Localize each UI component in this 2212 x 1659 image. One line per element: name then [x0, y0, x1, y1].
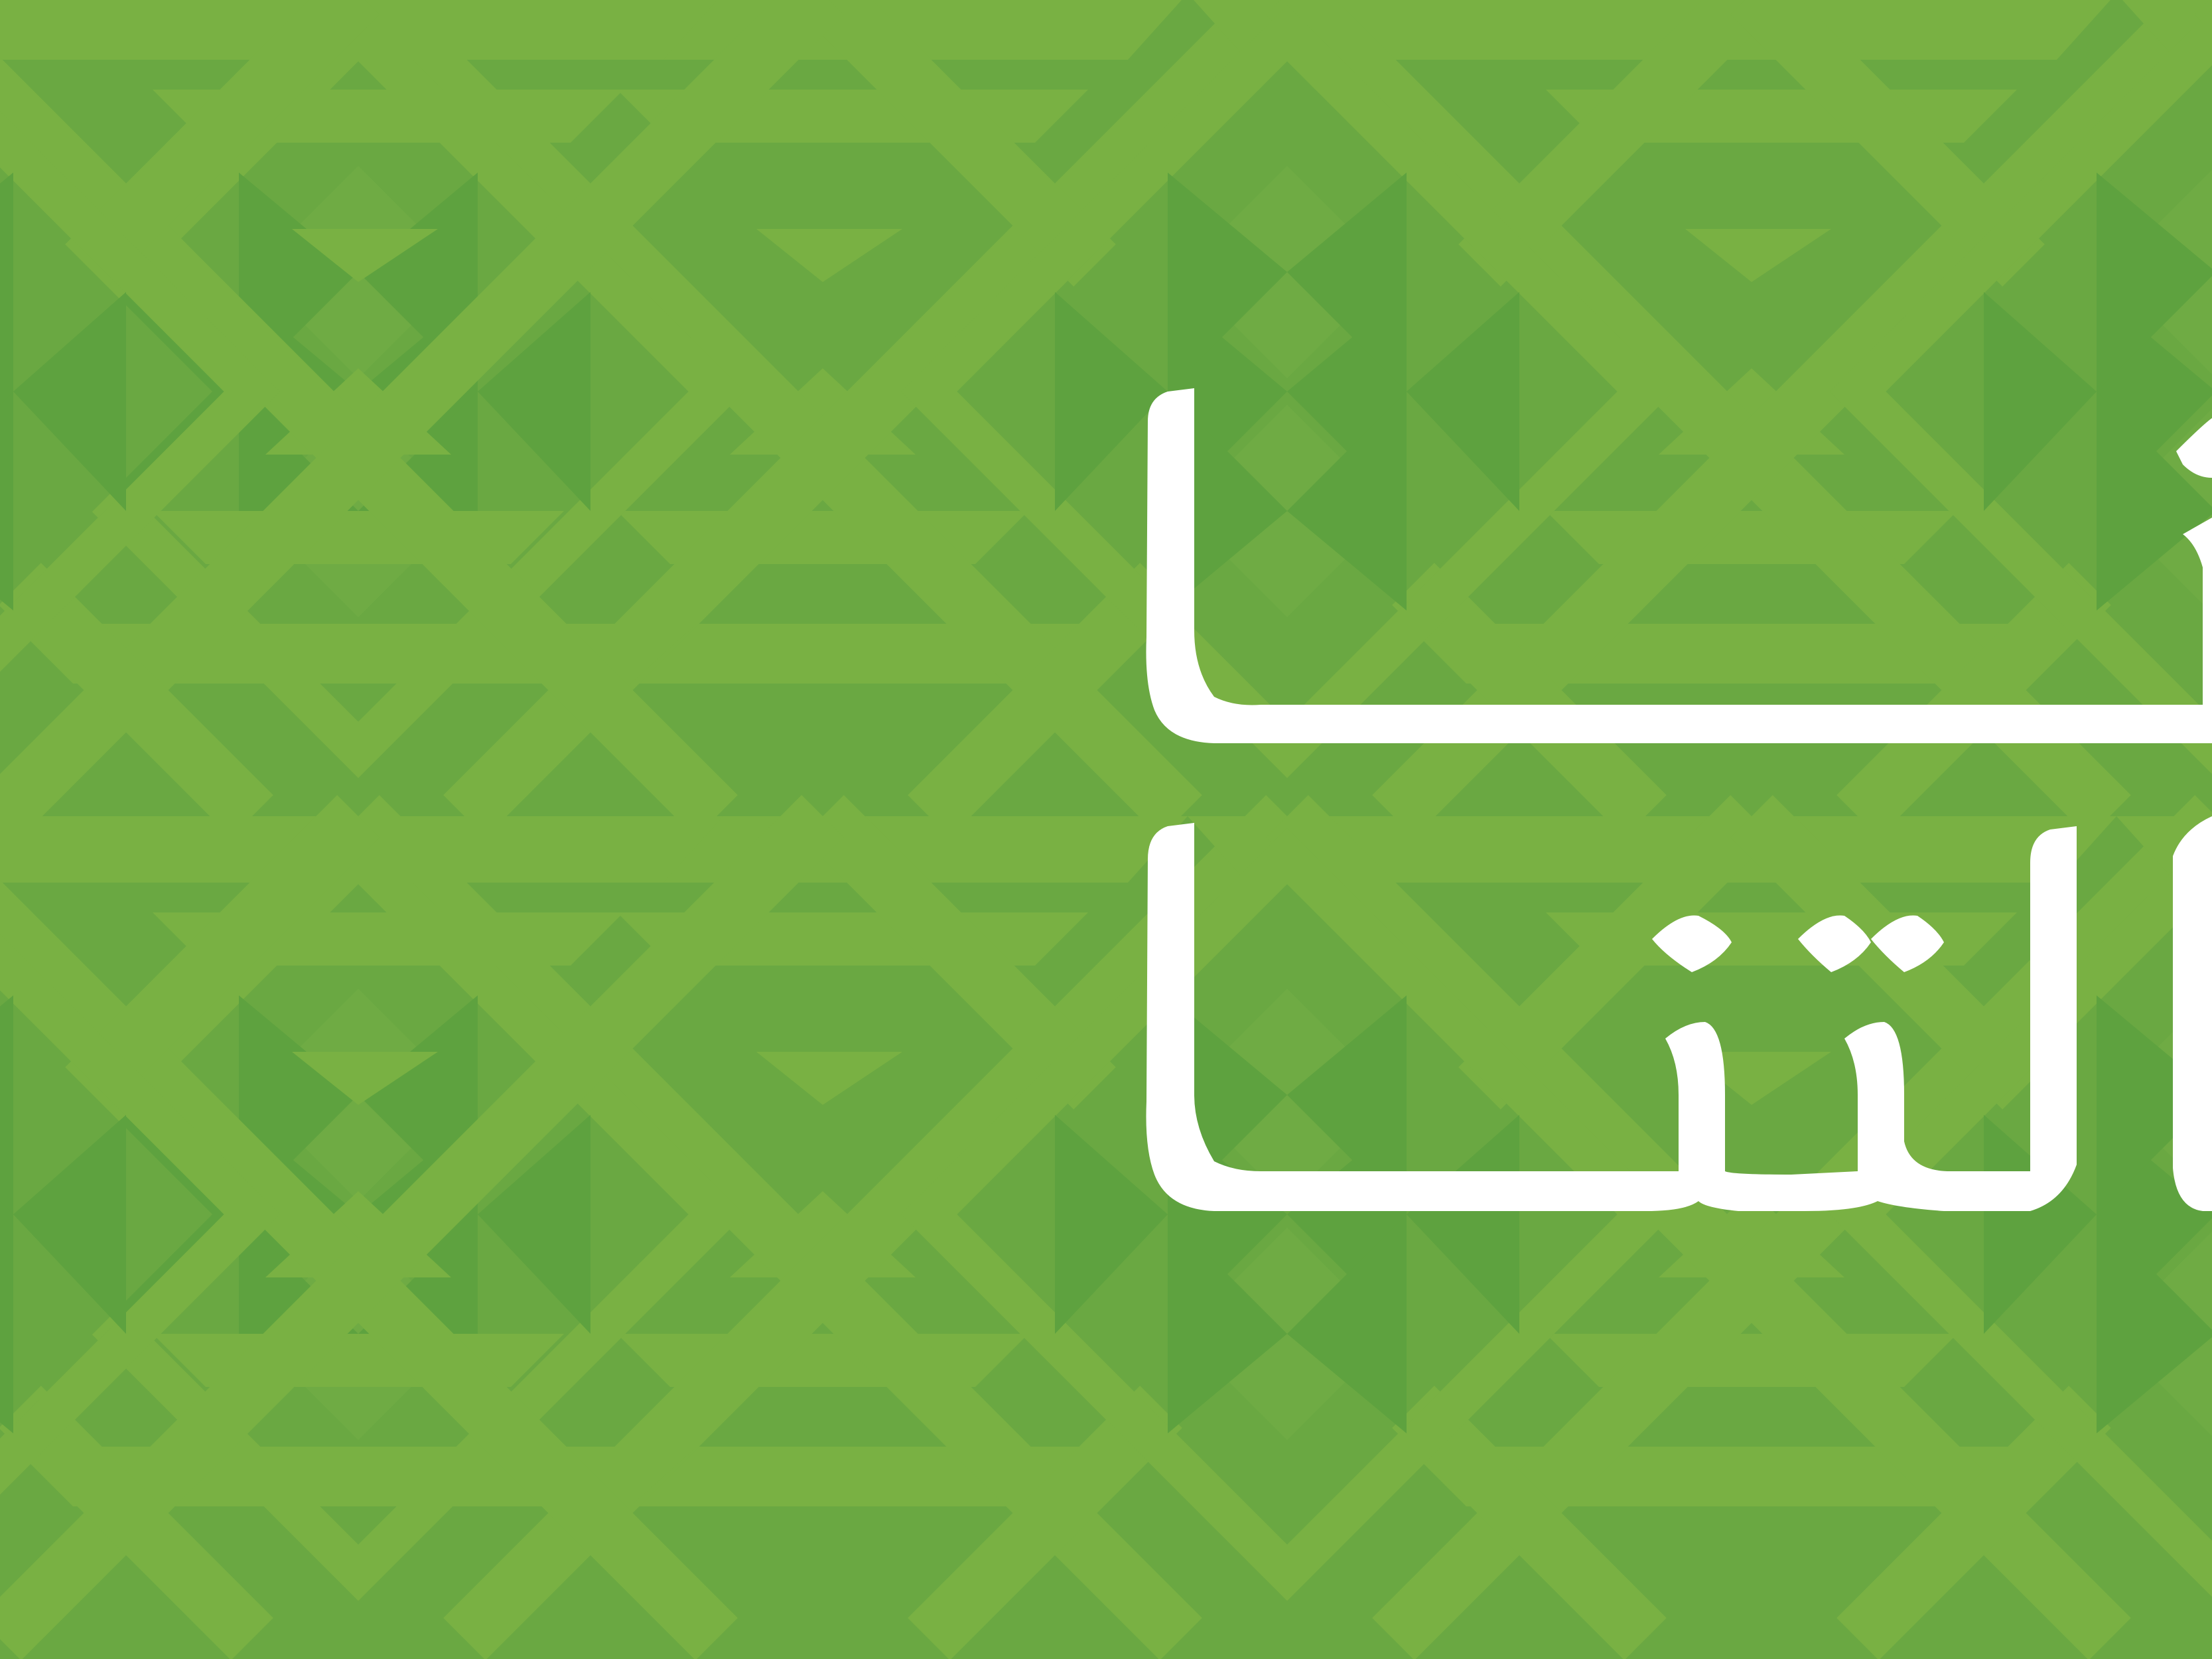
- calligraphy-line-2-right: [2173, 816, 2212, 1211]
